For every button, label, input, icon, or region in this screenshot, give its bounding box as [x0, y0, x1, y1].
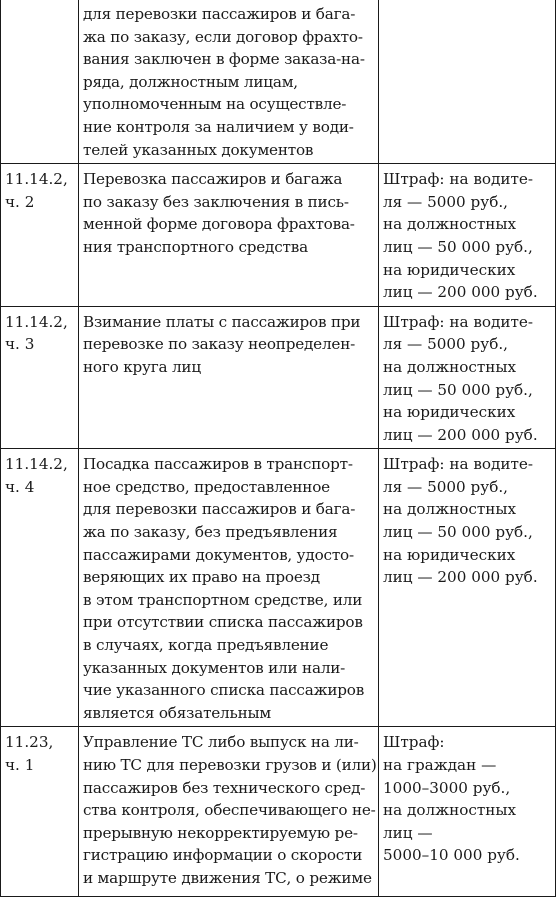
description-line: в этом транспортном средстве, или — [83, 590, 363, 609]
description-line: Взимание платы с пассажиров при — [83, 312, 361, 331]
penalty-line: на должностных — [383, 215, 517, 234]
table-row — [1, 164, 556, 307]
penalty-line: 1000–3000 руб., — [383, 778, 511, 797]
description-cell — [79, 306, 379, 449]
penalty-line: ля — 5000 руб., — [383, 335, 509, 354]
description-line: Управление ТС либо выпуск на ли- — [83, 733, 359, 752]
description-line: ние контроля за наличием у води- — [83, 117, 354, 136]
description-line: Посадка пассажиров в транспорт- — [83, 455, 353, 474]
penalty-cell — [379, 0, 556, 164]
penalty-cell — [379, 306, 556, 449]
description-cell — [79, 449, 379, 727]
penalty-cell — [379, 164, 556, 307]
description-line: ния транспортного средства — [83, 237, 308, 256]
penalty-line: лиц — 50 000 руб., — [383, 237, 533, 256]
penalty-cell — [379, 449, 556, 727]
penalty-line: на юридических — [383, 545, 516, 564]
description-line: перевозке по заказу неопределен- — [83, 335, 356, 354]
penalty-line: на граждан — — [383, 756, 497, 774]
description-line: для перевозки пассажиров и бага- — [83, 500, 356, 519]
description-line: жа по заказу, если договор фрахто- — [83, 27, 363, 46]
penalty-line: 5000–10 000 руб. — [383, 846, 520, 865]
penalty-line: лиц — 200 000 руб. — [383, 283, 538, 302]
article-line: 11.14.2, — [5, 312, 68, 331]
description-line: Перевозка пассажиров и багажа — [83, 170, 343, 189]
penalty-line: Штраф: — [383, 733, 445, 752]
article-cell — [1, 306, 79, 449]
description-line: гистрацию информации о скорости — [83, 846, 363, 865]
penalty-line: Штраф: на водите- — [383, 312, 534, 331]
description-line: вания заключен в форме заказа-на- — [83, 50, 365, 69]
penalty-line: Штраф: на водите- — [383, 170, 534, 189]
description-line: пассажиров без технического сред- — [83, 778, 366, 797]
article-line: 11.14.2, — [5, 455, 68, 474]
penalty-line: на должностных — [383, 500, 517, 519]
penalty-line: Штраф: на водите- — [383, 455, 534, 474]
description-cell — [79, 0, 379, 164]
article-line: ч. 2 — [5, 192, 35, 211]
description-cell — [79, 727, 379, 897]
description-line: менной форме договора фрахтова- — [83, 215, 355, 234]
penalty-line: лиц — 200 000 руб. — [383, 425, 538, 444]
table-row — [1, 0, 556, 164]
article-line: ч. 3 — [5, 335, 35, 354]
penalty-line: на юридических — [383, 403, 516, 422]
article-cell — [1, 727, 79, 897]
description-line: чие указанного списка пассажиров — [83, 681, 365, 700]
penalty-line: на должностных — [383, 801, 517, 820]
description-line: при отсутствии списка пассажиров — [83, 613, 363, 632]
article-cell — [1, 449, 79, 727]
description-line: является обязательным — [83, 703, 272, 722]
penalty-line: на юридических — [383, 260, 516, 279]
description-line: ное средство, предоставленное — [83, 477, 330, 496]
description-line: указанных документов или нали- — [83, 658, 346, 677]
description-line: пассажирами документов, удосто- — [83, 545, 354, 564]
description-line: и маршруте движения ТС, о режиме — [83, 868, 372, 887]
article-line: 11.23, — [5, 733, 54, 752]
description-line: прерывную некорректируемую ре- — [83, 823, 358, 842]
penalty-line: лиц — 50 000 руб., — [383, 523, 533, 542]
penalty-line: на должностных — [383, 357, 517, 376]
article-line: ч. 4 — [5, 477, 35, 496]
description-line: нию ТС для перевозки грузов и (или) — [83, 756, 377, 774]
description-line: уполномоченным на осуществле- — [83, 95, 347, 114]
description-line: по заказу без заключения в пись- — [83, 192, 349, 211]
penalty-line: лиц — 200 000 руб. — [383, 568, 538, 587]
article-line: 11.14.2, — [5, 170, 68, 189]
penalty-line: лиц — — [383, 823, 433, 842]
description-line: ного круга лиц — [83, 357, 201, 376]
description-line: веряющих их право на проезд — [83, 568, 320, 587]
description-line: ряда, должностным лицам, — [83, 72, 298, 91]
table-row — [1, 306, 556, 449]
description-line: ства контроля, обеспечивающего не- — [83, 801, 376, 820]
article-line: ч. 1 — [5, 756, 35, 774]
description-line: жа по заказу, без предъявления — [83, 523, 338, 542]
description-line: в случаях, когда предъявление — [83, 636, 329, 655]
article-cell — [1, 164, 79, 307]
description-line: телей указанных документов — [83, 140, 314, 159]
penalty-line: ля — 5000 руб., — [383, 192, 509, 211]
penalty-cell — [379, 727, 556, 897]
table-row — [1, 449, 556, 727]
table-row — [1, 727, 556, 897]
penalty-line: ля — 5000 руб., — [383, 477, 509, 496]
description-cell — [79, 164, 379, 307]
penalty-line: лиц — 50 000 руб., — [383, 380, 533, 399]
article-cell — [1, 0, 79, 164]
description-line: для перевозки пассажиров и бага- — [83, 5, 356, 23]
penalties-table-body — [1, 0, 556, 897]
